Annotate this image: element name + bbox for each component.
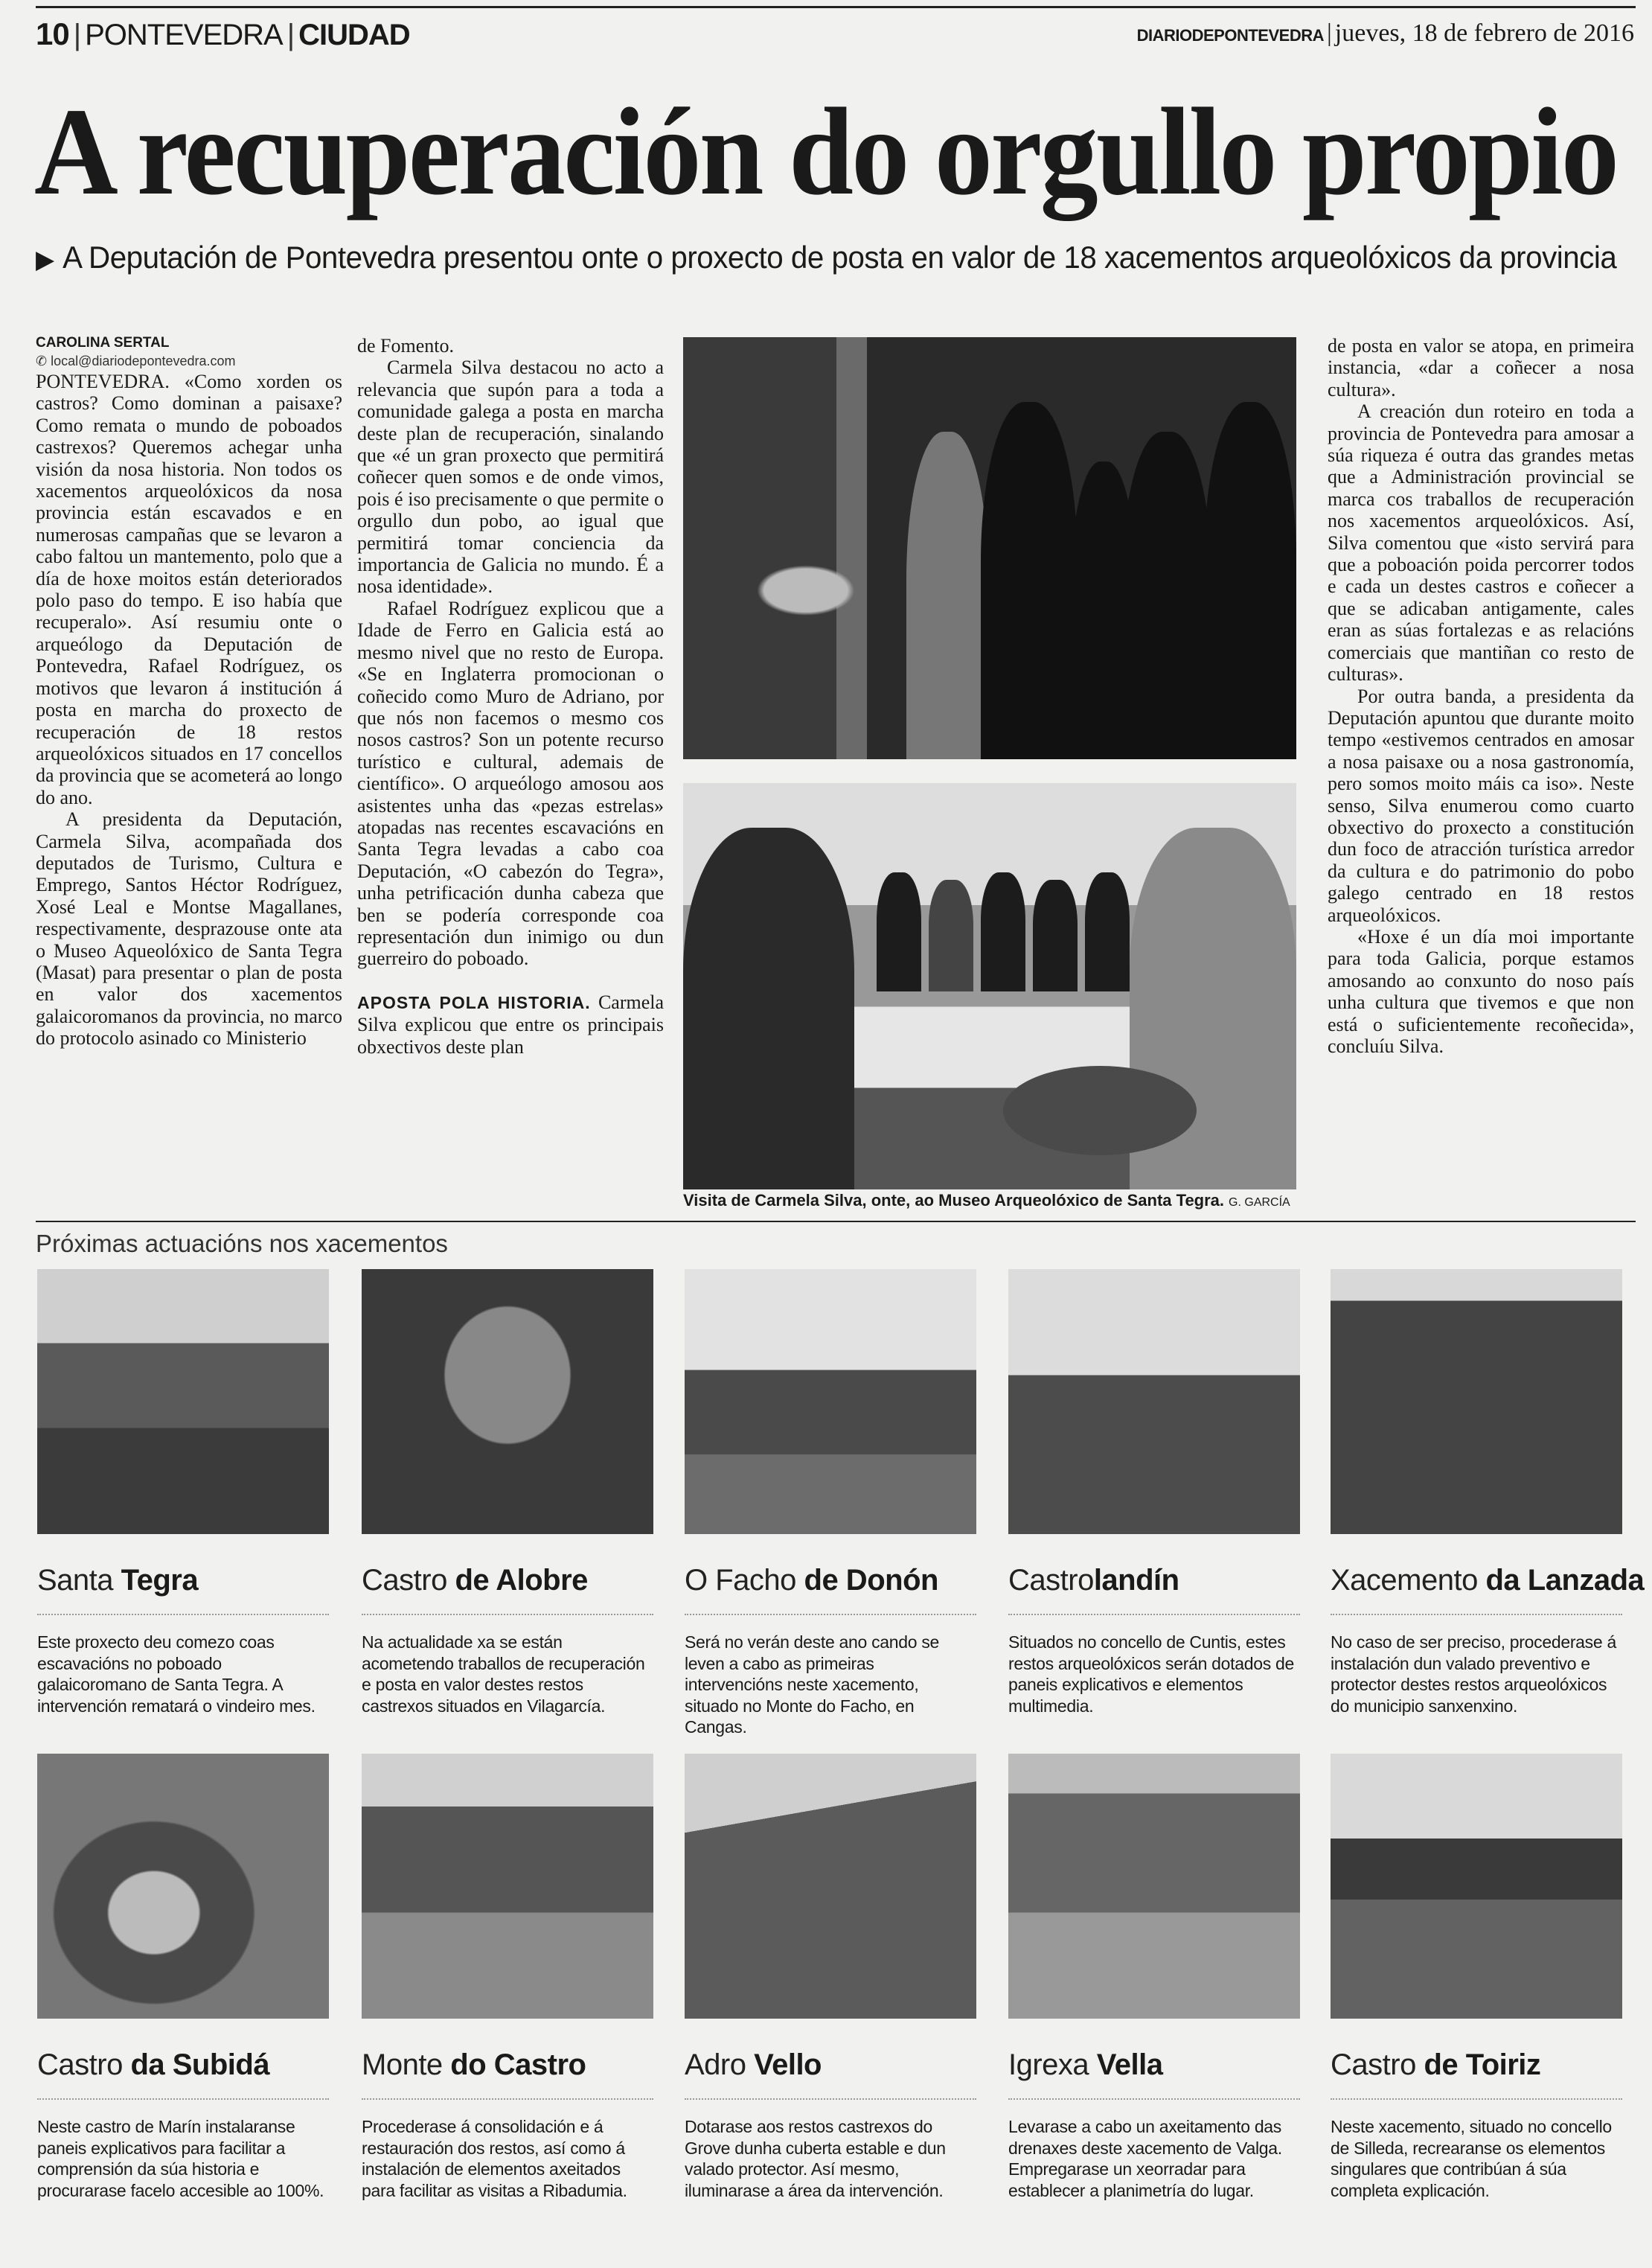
deck-text: A Deputación de Pontevedra presentou onte o proxecto de posta en valor de 18 xacementos arqueolóxicos da provincia [63, 240, 1617, 275]
site-title [1331, 1564, 1645, 1597]
article-column-4 [1328, 335, 1634, 1213]
top-rule [36, 6, 1636, 8]
site-title-bold: de Donón [804, 1564, 938, 1597]
folio-separator: | [73, 19, 81, 51]
paragraph: A presidenta da Deputación, Carmela Silva, acompañada dos deputados de Turismo, Cultura e Emprego, Santos Héctor Rodríguez, Xosé Leal e Montse Magallanes, respectivamente, desprazouse onte ata o Museo Aqueolóxico de Santa Tegra (Masat) para presentar o plan de posta en valor dos xacementos galaicoromanos da provincia, no marco do protocolo asinado co Ministerio [36, 808, 342, 1050]
site-card [1008, 1269, 1300, 1716]
site-description: Dotarase aos restos castrexos do Grove dunha cuberta estable e dun valado protector. Así mesmo, iluminarase a área da intervención. [685, 2117, 946, 2200]
section-name: PONTEVEDRA [85, 19, 283, 51]
site-title [37, 2048, 329, 2082]
site-photo [362, 1269, 653, 1534]
site-photo [37, 1754, 329, 2019]
site-title-light: Adro [685, 2048, 755, 2081]
deck [36, 240, 1616, 275]
site-photo [1331, 1269, 1622, 1534]
paragraph: A creación dun roteiro en toda a provincia de Pontevedra para amosar a súa riqueza é outra das grandes metas que a Administración provincial se marca cos traballos de recuperación nos xacementos arqueolóxicos. Así, Silva comentou que «isto servirá para que a poboación poida percorrer todos e cada un destes castros e coñecer a que se adicaban antigamente, cales eran as súas fortalezas e as relacións comerciais que mantiñan co resto de culturas». [1328, 400, 1634, 686]
photo-caption [683, 1191, 1290, 1210]
site-title [362, 1564, 653, 1597]
issue-date: jueves, 18 de febrero de 2016 [1334, 19, 1634, 47]
site-card [1008, 1754, 1300, 2201]
triangle-bullet-icon: ▶ [36, 246, 54, 274]
site-photo [362, 1754, 653, 2019]
paragraph: «Hoxe é un día moi importante para toda Galicia, porque estamos amosando ao conxunto do noso país unha cultura que tivemos e que non está o suficientemente recoñecida», concluíu Silva. [1328, 925, 1634, 1057]
site-title-light: Castro [1331, 2048, 1424, 2081]
dotted-divider [1008, 2098, 1300, 2100]
site-card [1331, 1754, 1622, 2201]
site-card [685, 1754, 976, 2201]
site-description: Na actualidade xa se están acometendo traballos de recuperación e posta en valor destes restos castrexos situados en Vilagarcía. [362, 1632, 645, 1716]
site-photo [685, 1754, 976, 2019]
photo-museum-visit [683, 337, 1296, 759]
site-title-bold: da Lanzada [1485, 1564, 1645, 1597]
site-title-bold: do Castro [450, 2048, 586, 2081]
site-card [1331, 1269, 1645, 1716]
site-title-light: Igrexa [1008, 2048, 1097, 2081]
page-number: 10 [36, 16, 69, 51]
site-title-bold: de Toiriz [1424, 2048, 1541, 2081]
paragraph: de Fomento. [357, 335, 454, 357]
site-title-light: Castro [362, 1564, 455, 1597]
dotted-divider [362, 1614, 653, 1615]
dotted-divider [37, 1614, 329, 1615]
folio-separator: | [1326, 19, 1332, 47]
site-title-bold: Vello [754, 2048, 822, 2081]
site-title [1331, 2048, 1622, 2082]
site-description: Neste castro de Marín instalaranse paneis explicativos para facilitar a comprensión da súa historia e procurarase facelo accesible ao 100%. [37, 2117, 324, 2200]
site-photo [685, 1269, 976, 1534]
site-title-bold: da Subidá [130, 2048, 270, 2081]
site-photo [1008, 1269, 1300, 1534]
sites-section-title: Próximas actuacións nos xacementos [36, 1230, 448, 1257]
site-title-light: Santa [37, 1564, 121, 1597]
email-icon: ✆ [36, 354, 51, 368]
site-description: No caso de ser preciso, procederase á instalación dun valado preventivo e protector destes restos arqueolóxicos do municipio sanxenxino. [1331, 1632, 1616, 1716]
author-byline: CAROLINA SERTAL [36, 335, 170, 351]
dotted-divider [685, 2098, 976, 2100]
site-photo [1331, 1754, 1622, 2019]
photo-museum-group [683, 783, 1296, 1189]
dotted-divider [362, 2098, 653, 2100]
dotted-divider [1008, 1614, 1300, 1615]
site-title [37, 1564, 329, 1597]
newspaper-logo: DIARIODEPONTEVEDRA [1136, 26, 1324, 45]
dateline [1137, 19, 1634, 48]
site-title-bold: de Alobre [455, 1564, 588, 1597]
site-card [37, 1269, 329, 1716]
paragraph-text: Carmela Silva explicou que entre os principais obxectivos deste plan [357, 991, 664, 1058]
author-email[interactable] [36, 351, 342, 371]
site-title [362, 2048, 653, 2082]
site-title [1008, 2048, 1300, 2082]
dotted-divider [685, 1614, 976, 1615]
page-folio [36, 16, 410, 52]
site-description: Procederase á consolidación e á restauración dos restos, así como á instalación de elementos axeitados para facilitar as visitas a Ribadumia. [362, 2117, 627, 2200]
site-title-light: O Facho [685, 1564, 804, 1597]
site-photo [1008, 1754, 1300, 2019]
dotted-divider [37, 2098, 329, 2100]
site-description: Situados no concello de Cuntis, estes restos arqueolóxicos serán dotados de paneis explicativos e elementos multimedia. [1008, 1632, 1294, 1716]
dotted-divider [1331, 1614, 1622, 1615]
site-title-bold: Vella [1096, 2048, 1163, 2081]
site-title [685, 1564, 976, 1597]
site-card [37, 1754, 329, 2201]
site-title [685, 2048, 976, 2082]
category-name: CIUDAD [298, 19, 410, 51]
subheading: APOSTA POLA HISTORIA. [357, 992, 591, 1012]
article-column-1 [36, 335, 342, 1213]
site-photo [37, 1269, 329, 1534]
folio-separator: | [286, 19, 295, 51]
site-description: Levarase a cabo un axeitamento das drenaxes deste xacemento de Valga. Empregarase un xeorradar para establecer a planimetría do lugar. [1008, 2117, 1282, 2200]
photo-credit: G. GARCÍA [1229, 1196, 1290, 1209]
site-card [362, 1269, 653, 1716]
caption-text: Visita de Carmela Silva, onte, ao Museo Arqueolóxico de Santa Tegra. [683, 1191, 1225, 1210]
headline: A recuperación do orgullo propio [34, 83, 1618, 221]
email-text: local@diariodepontevedra.com [51, 354, 236, 368]
section-divider [36, 1221, 1636, 1222]
site-title-light: Castro [1008, 1564, 1094, 1597]
paragraph: de posta en valor se atopa, en primeira instancia, «dar a coñecer a nosa cultura». [1328, 335, 1634, 400]
site-description: Este proxecto deu comezo coas escavacións no poboado galaicoromano de Santa Tegra. A intervención rematará o vindeiro mes. [37, 1632, 316, 1716]
article-column-2 [357, 335, 664, 1213]
dotted-divider [1331, 2098, 1622, 2100]
paragraph: PONTEVEDRA. «Como xorden os castros? Como dominan a paisaxe? Como remata o mundo de poboados castrexos? Queremos achegar unha visión da nosa historia. Non todos os xacementos arqueolóxicos da nosa provincia están escavados e en numerosas campañas que se levaron a cabo faltou un mantemento, polo que a día de hoxe moitos están deteriorados polo paso do tempo. E iso había que recuperalo». Así resumiu onte o arqueólogo da Deputación de Pontevedra, Rafael Rodríguez, os motivos que levaron á institución á posta en marcha do proxecto de recuperación de 18 restos arqueolóxicos situados en 17 concellos da provincia que se acometerá ao longo do ano. [36, 371, 342, 808]
site-title-bold: landín [1093, 1564, 1179, 1597]
site-description: Será no verán deste ano cando se leven a cabo as primeiras intervencións neste xacemento, situado no Monte do Facho, en Cangas. [685, 1632, 940, 1737]
site-card [362, 1754, 653, 2201]
paragraph: Por outra banda, a presidenta da Deputación apuntou que durante moito tempo «estivemos centrados en amosar a nosa paisaxe ou a nosa gastronomía, pero somos moito máis ca iso». Neste senso, Silva enumerou como cuarto obxectivo do proxecto a constitución dun foco de atracción turística arredor da cultura e do patrimonio do pobo galego centrado en 18 restos arqueolóxicos. [1328, 685, 1634, 926]
site-title-bold: Tegra [121, 1564, 199, 1597]
site-title [1008, 1564, 1300, 1597]
site-description: Neste xacemento, situado no concello de Silleda, recrearanse os elementos singulares que contribúan á súa completa explicación. [1331, 2117, 1612, 2200]
paragraph: Rafael Rodríguez explicou que a Idade de Ferro en Galicia está ao mesmo nivel que no resto de Europa. «Se en Inglaterra promocionan o coñecido como Muro de Adriano, por que nós non facemos o mesmo cos nosos castros? Son un potente recurso turístico e cultural, ademais de científico». O arqueólogo amosou aos asistentes unha das «pezas estrelas» atopadas nas recentes escavacións en Santa Tegra levadas a cabo coa Deputación, «O cabezón do Tegra», unha petrificación dunha cabeza que ben se podería corresponde coa representación dun inimigo ou dun guerreiro do poboado. [357, 597, 664, 970]
paragraph: Carmela Silva destacou no acto a relevancia que supón para a toda a comunidade galega a posta en marcha deste plan de recuperación, sinalando que «é un gran proxecto que permitirá coñecer quen somos e de onde vimos, pois é iso precisamente o que permite o orgullo dun pobo, ao igual que permitirá tomar conciencia da importancia de Galicia no mundo. É a nosa identidade». [357, 357, 664, 598]
site-title-light: Monte [362, 2048, 451, 2081]
paragraph [357, 991, 664, 1058]
site-title-light: Castro [37, 2048, 131, 2081]
site-card [685, 1269, 976, 1738]
site-title-light: Xacemento [1331, 1564, 1486, 1597]
